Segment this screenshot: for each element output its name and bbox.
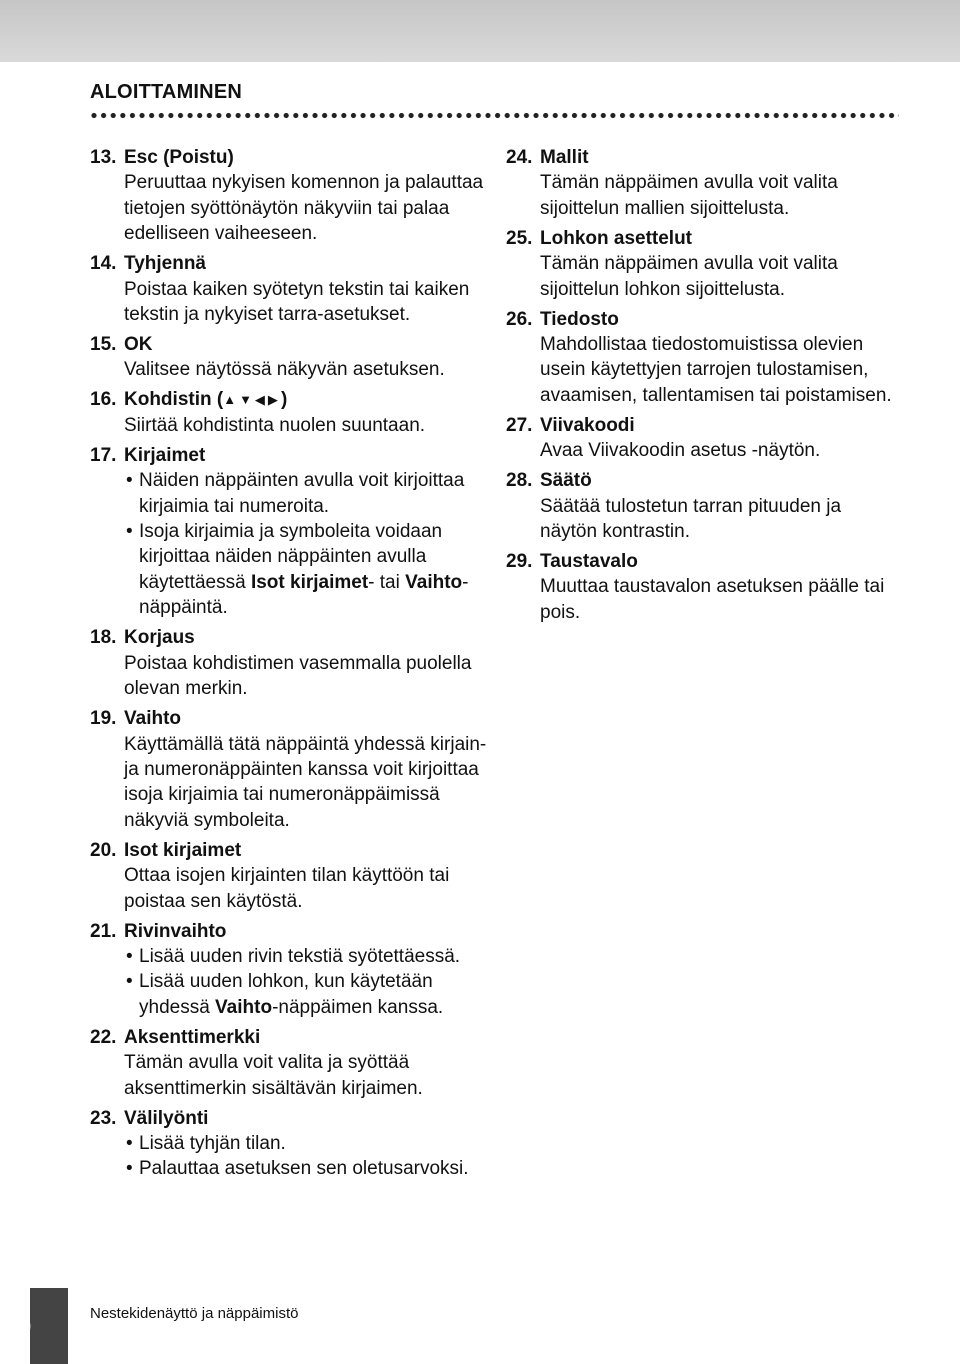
item-title: Korjaus xyxy=(124,627,195,649)
key-item-adjust xyxy=(506,468,901,544)
bullet-text: -näppäimen kanssa. xyxy=(272,996,444,1018)
key-item-clear xyxy=(90,251,500,327)
item-title: Lohkon asettelut xyxy=(540,227,693,249)
item-number: 29. xyxy=(506,551,533,573)
key-item-cursor xyxy=(90,387,500,438)
key-item-backspace xyxy=(90,625,500,701)
key-item-enter xyxy=(90,919,500,1021)
item-title: Tiedosto xyxy=(540,308,619,330)
item-description: Käyttämällä tätä näppäintä yhdessä kirjain- ja numeronäppäinten kanssa voit kirjoittaa isoja kirjaimia tai numeronäppäimissä näkyviä symboleita. xyxy=(124,733,487,831)
item-title: Viivakoodi xyxy=(540,414,635,436)
item-description: Muuttaa taustavalon asetuksen päälle tai pois. xyxy=(540,576,885,623)
item-description: Avaa Viivakoodin asetus -näytön. xyxy=(540,440,821,462)
item-title: Kohdistin ( xyxy=(124,389,224,411)
key-reference: Isot kirjaimet xyxy=(250,571,369,593)
bullet-icon: • xyxy=(126,521,133,543)
bullet-icon: • xyxy=(126,1158,133,1180)
item-number: 21. xyxy=(90,920,117,942)
key-item-backlight xyxy=(506,549,901,625)
item-description: Mahdollistaa tiedostomuistissa olevien usein käytettyjen tarrojen tulostamisen, avaamisen, tallentamisen tai poistamisen. xyxy=(540,334,892,406)
bullet-text: - tai xyxy=(368,571,406,593)
item-title: OK xyxy=(124,334,153,356)
item-description: Valitsee näytössä näkyvän asetuksen. xyxy=(124,359,445,381)
bullet-text: -näppäintä. xyxy=(139,571,469,619)
bullet-text: Lisää tyhjän tilan. xyxy=(139,1132,286,1154)
bullet-text: Lisää uuden rivin tekstiä syötettäessä. xyxy=(139,945,461,967)
key-reference: Vaihto xyxy=(405,571,463,593)
bullet-item xyxy=(124,1156,500,1181)
item-title: Tyhjennä xyxy=(124,253,206,275)
item-title: Rivinvaihto xyxy=(124,920,227,942)
key-item-shift xyxy=(90,706,500,833)
item-description: Tämän näppäimen avulla voit valita sijoittelun mallien sijoittelusta. xyxy=(540,172,838,219)
item-description: Ottaa isojen kirjainten tilan käyttöön tai poistaa sen käytöstä. xyxy=(124,865,450,912)
bullet-text: Näiden näppäinten avulla voit kirjoittaa kirjaimia tai numeroita. xyxy=(139,470,465,517)
item-title: Vaihto xyxy=(124,708,182,730)
item-title-end: ) xyxy=(280,389,288,411)
page-number: 20 xyxy=(6,1314,32,1339)
item-number: 18. xyxy=(90,627,117,649)
right-column xyxy=(506,145,901,630)
bullet-item xyxy=(124,468,500,519)
item-number: 28. xyxy=(506,470,533,492)
item-number: 22. xyxy=(90,1026,117,1048)
key-item-accent xyxy=(90,1025,500,1101)
item-title: Säätö xyxy=(540,470,592,492)
key-reference: Vaihto xyxy=(215,996,273,1018)
item-number: 24. xyxy=(506,147,533,168)
item-number: 26. xyxy=(506,308,533,330)
item-title: Kirjaimet xyxy=(124,444,206,466)
bullet-text: Lisää uuden lohkon, kun käytetään yhdessä xyxy=(139,971,433,1018)
bullet-icon: • xyxy=(126,1132,133,1154)
key-item-barcode xyxy=(506,413,901,464)
item-description: Poistaa kaiken syötetyn tekstin tai kaiken tekstin ja nykyiset tarra-asetukset. xyxy=(124,278,470,326)
bullet-icon: • xyxy=(126,470,133,492)
item-title: Esc (Poistu) xyxy=(124,147,234,168)
key-item-ok xyxy=(90,332,500,383)
key-item-letters xyxy=(90,443,500,621)
item-title: Mallit xyxy=(540,147,589,168)
item-description: Tämän avulla voit valita ja syöttää aksenttimerkin sisältävän kirjaimen. xyxy=(124,1052,423,1099)
item-description: Säätää tulostetun tarran pituuden ja näytön kontrastin. xyxy=(540,495,842,543)
header-bar xyxy=(0,0,960,62)
item-description: Poistaa kohdistimen vasemmalla puolella olevan merkin. xyxy=(124,652,472,700)
key-item-block-layouts xyxy=(506,226,901,302)
bullet-item xyxy=(124,969,500,1020)
key-item-caps xyxy=(90,838,500,914)
item-number: 17. xyxy=(90,444,117,466)
item-number: 19. xyxy=(90,708,117,730)
key-item-templates xyxy=(506,145,901,221)
chapter-footer: Nestekidenäyttö ja näppäimistö xyxy=(90,1305,299,1322)
bullet-text: Palauttaa asetuksen sen oletusarvoksi. xyxy=(139,1158,469,1180)
item-title: Taustavalo xyxy=(540,551,638,573)
key-item-esc xyxy=(90,145,500,247)
item-description: Tämän näppäimen avulla voit valita sijoittelun lohkon sijoittelusta. xyxy=(540,253,838,300)
item-number: 16. xyxy=(90,389,117,411)
item-title: Välilyönti xyxy=(124,1107,209,1129)
bullet-text: Isoja kirjaimia ja symboleita voidaan kirjoittaa näiden näppäinten avulla käytettäessä xyxy=(139,521,443,593)
bullet-item xyxy=(124,519,500,621)
item-description: Peruuttaa nykyisen komennon ja palauttaa tietojen syöttönäytön näkyviin tai palaa edelliseen vaiheeseen. xyxy=(124,172,484,245)
item-number: 25. xyxy=(506,227,533,249)
item-number: 14. xyxy=(90,253,117,275)
item-description: Siirtää kohdistinta nuolen suuntaan. xyxy=(124,414,426,436)
key-item-space xyxy=(90,1106,500,1182)
item-number: 13. xyxy=(90,147,117,168)
bullet-item xyxy=(124,944,500,969)
item-title: Isot kirjaimet xyxy=(124,839,242,861)
item-title: Aksenttimerkki xyxy=(124,1026,261,1048)
item-number: 20. xyxy=(90,839,117,861)
item-number: 15. xyxy=(90,334,117,356)
bullet-item xyxy=(124,1131,500,1156)
section-title: ALOITTAMINEN xyxy=(90,81,243,103)
dotted-divider xyxy=(91,112,899,120)
arrow-keys-icon: ▲▼◀▶ xyxy=(223,392,281,408)
bullet-icon: • xyxy=(126,971,133,993)
key-item-file xyxy=(506,307,901,409)
left-column xyxy=(90,145,500,1186)
item-number: 23. xyxy=(90,1107,117,1129)
bullet-icon: • xyxy=(126,945,133,967)
item-number: 27. xyxy=(506,414,533,436)
